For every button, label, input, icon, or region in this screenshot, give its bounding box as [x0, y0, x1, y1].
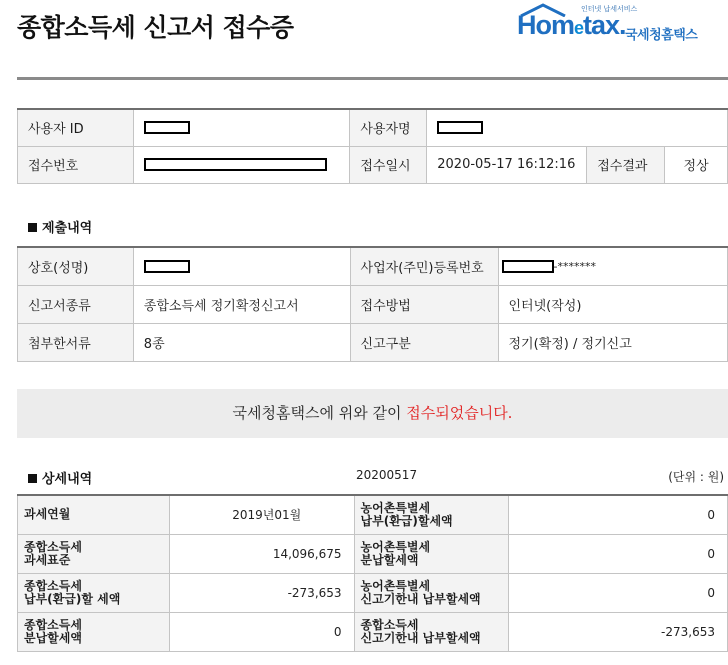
attachments-value: 8종 — [133, 323, 350, 361]
receipt-no-label: 접수번호 — [18, 146, 134, 183]
detail-label: 농어촌특별세 납부(환급)할세액 — [354, 495, 509, 534]
redaction-box — [144, 158, 327, 171]
redaction-box — [144, 121, 190, 134]
detail-label: 종합소득세 신고기한내 납부할세액 — [354, 612, 509, 651]
receipt-notice: 국세청홈택스에 위와 같이 접수되었습니다. — [17, 389, 728, 438]
square-bullet-icon — [28, 223, 37, 232]
redaction-box — [144, 260, 190, 273]
square-bullet-icon — [28, 474, 37, 483]
attachments-label: 첨부한서류 — [18, 323, 134, 361]
table-row — [18, 109, 728, 146]
notice-highlight: 접수되었습니다. — [406, 404, 513, 422]
redaction-box — [437, 121, 483, 134]
logo-tagline: 인터넷 납세서비스 — [581, 5, 638, 13]
detail-label: 종합소득세 과세표준 — [18, 534, 170, 573]
category-value: 정기(확정) / 정기신고 — [498, 323, 728, 361]
detail-value: -273,653 — [169, 573, 354, 612]
reg-no-label: 사업자(주민)등록번호 — [350, 247, 498, 285]
hometax-logo — [517, 4, 727, 44]
reg-no-value: -******* — [498, 247, 728, 285]
detail-value: 2019년01월 — [169, 495, 354, 534]
detail-label: 종합소득세 납부(환급)할 세액 — [18, 573, 170, 612]
redaction-box — [502, 260, 554, 273]
detail-value: 14,096,675 — [169, 534, 354, 573]
method-value: 인터넷(작성) — [498, 285, 728, 323]
table-row — [18, 534, 728, 573]
table-row — [18, 573, 728, 612]
user-id-label: 사용자 ID — [18, 109, 134, 146]
receipt-datetime-label: 접수일시 — [350, 146, 427, 183]
result-label: 접수결과 — [587, 146, 665, 183]
user-name-value — [427, 109, 728, 146]
detail-heading: 상세내역 — [28, 468, 92, 487]
detail-label: 농어촌특별세 분납할세액 — [354, 534, 509, 573]
submission-table — [17, 246, 728, 362]
company-label: 상호(성명) — [18, 247, 134, 285]
detail-value: -273,653 — [509, 612, 728, 651]
user-info-table — [17, 108, 728, 184]
detail-value: 0 — [509, 534, 728, 573]
detail-value: 0 — [509, 573, 728, 612]
category-label: 신고구분 — [350, 323, 498, 361]
user-name-label: 사용자명 — [350, 109, 427, 146]
page-title: 종합소득세 신고서 접수증 — [17, 13, 294, 42]
table-row — [18, 612, 728, 651]
table-row — [18, 146, 728, 183]
user-id-value — [133, 109, 350, 146]
company-value — [133, 247, 350, 285]
submission-heading: 제출내역 — [28, 217, 92, 236]
receipt-datetime-value: 2020-05-17 16:12:16 — [427, 146, 587, 183]
method-label: 접수방법 — [350, 285, 498, 323]
detail-date: 20200517 — [356, 468, 418, 482]
form-type-label: 신고서종류 — [18, 285, 134, 323]
form-type-value: 종합소득세 정기확정신고서 — [133, 285, 350, 323]
detail-label: 농어촌특별세 신고기한내 납부할세액 — [354, 573, 509, 612]
title-divider — [17, 77, 728, 80]
detail-value: 0 — [509, 495, 728, 534]
unit-label: (단위 : 원) — [668, 470, 724, 484]
receipt-no-value — [133, 146, 350, 183]
table-row — [18, 285, 728, 323]
table-row — [18, 323, 728, 361]
detail-label: 과세연월 — [18, 495, 170, 534]
result-value: 정상 — [665, 146, 728, 183]
logo-wordmark: Hometax. — [517, 10, 626, 40]
logo-agency: 국세청홈택스 — [625, 28, 698, 43]
detail-table — [17, 494, 728, 652]
detail-label: 종합소득세 분납할세액 — [18, 612, 170, 651]
table-row — [18, 247, 728, 285]
detail-value: 0 — [169, 612, 354, 651]
table-row — [18, 495, 728, 534]
